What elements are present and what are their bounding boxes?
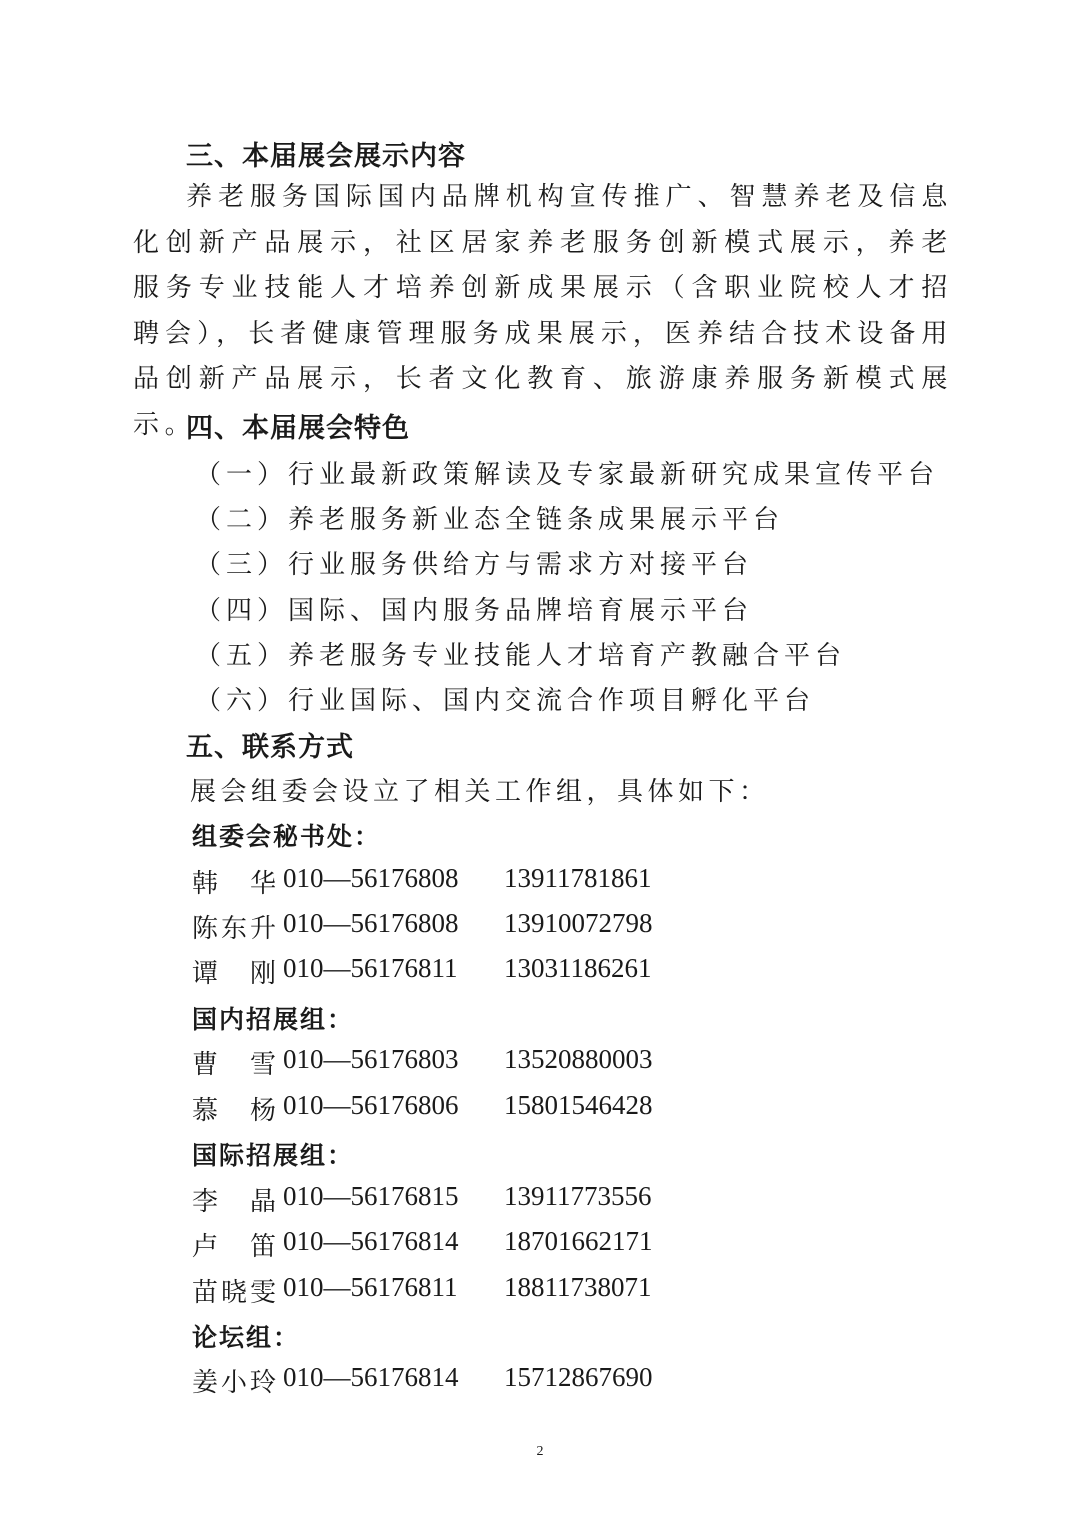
contact-phone: 010—56176815 bbox=[283, 1181, 459, 1211]
contact-mobile: 15801546428 bbox=[504, 1090, 653, 1120]
contact-phone: 010—56176811 bbox=[283, 953, 458, 983]
section-5-heading: 五、联系方式 bbox=[186, 732, 354, 763]
contact-mobile: 13910072798 bbox=[504, 908, 653, 938]
feature-item: （六）行业国际、国内交流合作项目孵化平台 bbox=[195, 686, 816, 716]
contact-mobile: 15712867690 bbox=[504, 1362, 653, 1392]
contact-name: 姜 小 玲 bbox=[192, 1368, 278, 1398]
contact-phone: 010—56176803 bbox=[283, 1044, 459, 1074]
section-4-heading: 四、本届展会特色 bbox=[186, 413, 410, 444]
contact-name: 曹 雪 bbox=[192, 1050, 278, 1080]
contact-mobile: 13031186261 bbox=[504, 953, 652, 983]
group-title-forum: 论坛组： bbox=[192, 1323, 301, 1352]
feature-item: （二）养老服务新业态全链条成果展示平台 bbox=[195, 505, 785, 535]
contact-name: 李 晶 bbox=[192, 1187, 278, 1217]
contact-name: 韩 华 bbox=[192, 869, 278, 899]
contact-name: 苗 晓 雯 bbox=[192, 1278, 278, 1308]
group-title-secretariat: 组委会秘书处： bbox=[192, 822, 382, 851]
group-title-international: 国际招展组： bbox=[192, 1141, 355, 1170]
group-title-domestic: 国内招展组： bbox=[192, 1005, 355, 1034]
contact-mobile: 13520880003 bbox=[504, 1044, 653, 1074]
contact-phone: 010—56176806 bbox=[283, 1090, 459, 1120]
feature-item: （四）国际、国内服务品牌培育展示平台 bbox=[195, 596, 754, 626]
contact-mobile: 18811738071 bbox=[504, 1272, 652, 1302]
contact-name: 慕 杨 bbox=[192, 1096, 278, 1126]
contact-phone: 010—56176814 bbox=[283, 1362, 459, 1392]
contact-mobile: 13911773556 bbox=[504, 1181, 652, 1211]
page-number: 2 bbox=[536, 1444, 544, 1459]
contact-name: 陈 东 升 bbox=[192, 914, 278, 944]
contact-name: 卢 笛 bbox=[192, 1232, 278, 1262]
contact-phone: 010—56176808 bbox=[283, 863, 459, 893]
contact-phone: 010—56176811 bbox=[283, 1272, 458, 1302]
contact-mobile: 13911781861 bbox=[504, 863, 652, 893]
feature-item: （三）行业服务供给方与需求方对接平台 bbox=[195, 550, 754, 580]
feature-item: （五）养老服务专业技能人才培育产教融合平台 bbox=[195, 641, 847, 671]
section-3-paragraph: 养老服务国际国内品牌机构宣传推广、智慧养老及信息化创新产品展示，社区居家养老服务创新模式展示，养老服务专业技能人才培养创新成果展示（含职业院校人才招聘会），长者健康管理服务成果展示，医养结合技术设备用品创新产品展示，长者文化教育、旅游康养服务新模式展示。 bbox=[133, 182, 953, 440]
contact-name: 谭 刚 bbox=[192, 959, 278, 989]
contact-intro: 展会组委会设立了相关工作组，具体如下： bbox=[190, 777, 770, 807]
feature-item: （一）行业最新政策解读及专家最新研究成果宣传平台 bbox=[195, 460, 940, 490]
section-3-heading: 三、本届展会展示内容 bbox=[186, 141, 466, 172]
contact-phone: 010—56176814 bbox=[283, 1226, 459, 1256]
contact-mobile: 18701662171 bbox=[504, 1226, 653, 1256]
contact-phone: 010—56176808 bbox=[283, 908, 459, 938]
